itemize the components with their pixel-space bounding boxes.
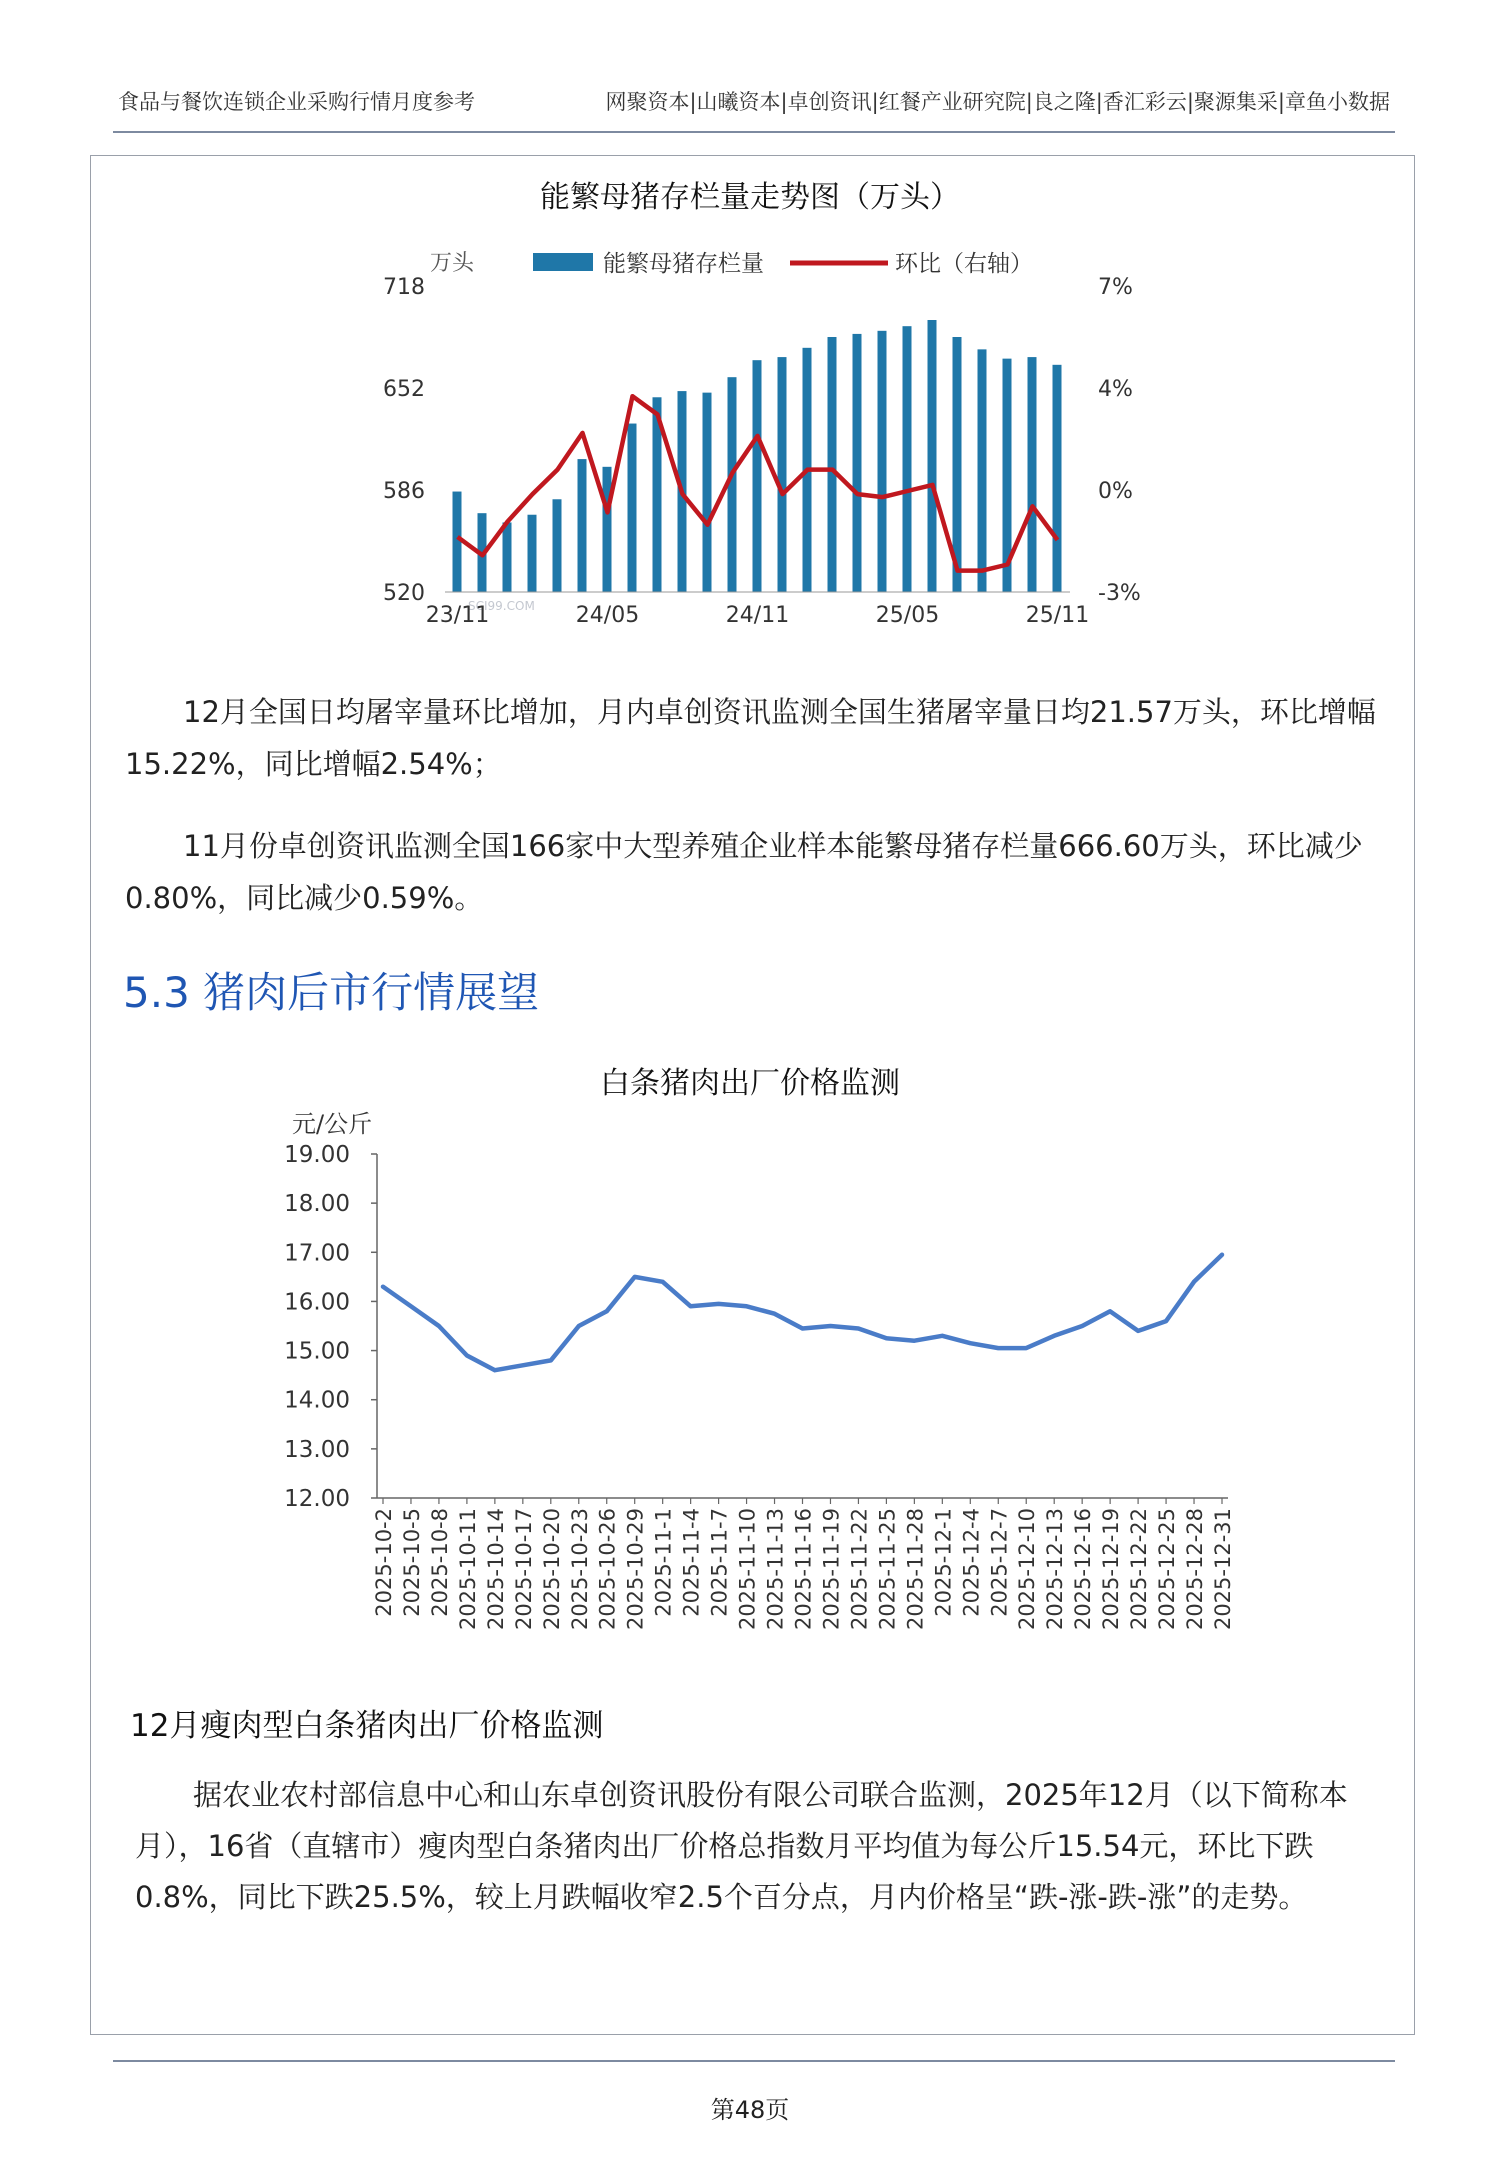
sow-inventory-bar bbox=[878, 331, 887, 592]
x-axis-tick-label: 25/05 bbox=[875, 603, 940, 628]
x-axis-tick-label: 2025-11-19 bbox=[819, 1508, 844, 1631]
x-axis-tick-label: 2025-12-10 bbox=[1015, 1508, 1040, 1631]
x-axis-tick-label: 2025-12-19 bbox=[1099, 1508, 1124, 1631]
price-data-point bbox=[773, 1312, 776, 1315]
x-axis-tick-label: 2025-12-7 bbox=[987, 1508, 1012, 1617]
price-data-point bbox=[409, 1305, 412, 1308]
x-axis-tick-label: 2025-12-16 bbox=[1071, 1508, 1096, 1631]
x-axis-tick-label: 2025-12-1 bbox=[931, 1508, 956, 1617]
sow-inventory-bar bbox=[978, 349, 987, 592]
x-axis-tick-label: 2025-12-28 bbox=[1183, 1508, 1207, 1631]
price-data-point bbox=[857, 1327, 860, 1330]
price-data-point bbox=[577, 1325, 580, 1328]
x-axis-tick-label: 2025-11-1 bbox=[651, 1508, 676, 1617]
x-axis-tick-label: 2025-11-4 bbox=[679, 1508, 704, 1617]
x-axis-tick-label: 2025-10-20 bbox=[539, 1508, 564, 1631]
price-data-point bbox=[1053, 1334, 1056, 1337]
right-axis-tick-label: 0% bbox=[1098, 479, 1133, 504]
x-axis-tick-label: 2025-12-22 bbox=[1127, 1508, 1152, 1631]
chart1-watermark: SCI99.COM bbox=[468, 599, 535, 613]
y-axis-tick-label: 19.00 bbox=[284, 1142, 350, 1168]
price-data-point bbox=[801, 1327, 804, 1330]
price-data-point bbox=[1137, 1329, 1140, 1332]
chart1-title: 能繁母猪存栏量走势图（万头） bbox=[540, 180, 960, 215]
y-axis-tick-label: 18.00 bbox=[284, 1191, 350, 1218]
section-title: 5.3 猪肉后市行情展望 bbox=[123, 968, 540, 1017]
left-axis-tick-label: 586 bbox=[383, 479, 425, 504]
x-axis-tick-label: 2025-11-10 bbox=[735, 1508, 760, 1631]
x-axis-tick-label: 2025-12-13 bbox=[1043, 1508, 1068, 1631]
sow-inventory-bar bbox=[453, 492, 462, 592]
x-axis-tick-label: 2025-10-5 bbox=[400, 1508, 424, 1617]
price-data-point bbox=[941, 1334, 944, 1337]
sow-inventory-bar bbox=[628, 424, 637, 592]
x-axis-tick-label: 2025-10-2 bbox=[372, 1508, 396, 1617]
x-axis-tick-label: 2025-10-11 bbox=[455, 1508, 480, 1631]
sow-inventory-bar bbox=[1053, 365, 1062, 592]
x-axis-tick-label: 24/05 bbox=[575, 603, 640, 628]
right-axis-tick-label: -3% bbox=[1098, 581, 1141, 606]
left-axis-tick-label: 520 bbox=[383, 581, 425, 606]
price-data-point bbox=[717, 1302, 720, 1305]
price-data-point bbox=[382, 1285, 385, 1288]
y-axis-tick-label: 12.00 bbox=[284, 1486, 350, 1512]
sow-inventory-chart bbox=[0, 240, 1500, 700]
price-data-point bbox=[549, 1359, 552, 1362]
paragraph-sow-inventory: 11月份卓创资讯监测全国166家中大型养殖企业样本能繁母猪存栏量666.60万头，环比减少0.80%，同比减少0.59%。 bbox=[125, 829, 1363, 915]
x-axis-tick-label: 2025-12-31 bbox=[1211, 1508, 1235, 1631]
price-data-point bbox=[633, 1275, 636, 1278]
header-left-title: 食品与餐饮连锁企业采购行情月度参考 bbox=[118, 90, 475, 114]
sow-inventory-bar bbox=[778, 357, 787, 592]
x-axis-tick-label: 2025-10-8 bbox=[427, 1508, 452, 1617]
x-axis-tick-label: 25/11 bbox=[1025, 603, 1090, 628]
price-data-point bbox=[521, 1364, 524, 1367]
price-data-point bbox=[465, 1354, 468, 1357]
sow-inventory-bar bbox=[853, 334, 862, 592]
x-axis-tick-label: 2025-12-4 bbox=[959, 1508, 984, 1617]
price-data-point bbox=[661, 1280, 664, 1283]
footer-rule bbox=[113, 2060, 1395, 2062]
x-axis-tick-label: 2025-10-17 bbox=[511, 1508, 536, 1631]
sow-inventory-bar bbox=[1028, 357, 1037, 592]
sow-inventory-bar bbox=[528, 515, 537, 592]
left-axis-tick-label: 718 bbox=[383, 275, 425, 300]
x-axis-tick-label: 2025-11-28 bbox=[903, 1508, 928, 1631]
x-axis-tick-label: 23/11 bbox=[425, 603, 490, 628]
y-axis-tick-label: 16.00 bbox=[284, 1289, 350, 1316]
x-axis-tick-label: 2025-11-25 bbox=[875, 1508, 900, 1631]
sow-inventory-bar bbox=[553, 499, 562, 592]
sow-inventory-bar bbox=[903, 326, 912, 592]
header-right-sources: 网聚资本|山曦资本|卓创资讯|红餐产业研究院|良之隆|香汇彩云|聚源集采|章鱼小数据 bbox=[605, 90, 1390, 114]
x-axis-tick-label: 2025-10-23 bbox=[567, 1508, 592, 1631]
legend-bar-label: 能繁母猪存栏量 bbox=[603, 251, 764, 277]
left-axis-tick-label: 652 bbox=[383, 377, 425, 402]
sow-inventory-bar bbox=[503, 522, 512, 592]
sow-inventory-bar bbox=[578, 459, 587, 592]
legend-line-label: 环比（右轴） bbox=[895, 251, 1033, 277]
y-axis-tick-label: 13.00 bbox=[284, 1436, 350, 1463]
page-number: 第48页 bbox=[710, 2096, 790, 2124]
chart2-title: 白条猪肉出厂价格监测 bbox=[600, 1066, 900, 1101]
sow-inventory-bar bbox=[603, 467, 612, 592]
x-axis-tick-label: 2025-11-16 bbox=[791, 1508, 816, 1631]
price-data-point bbox=[829, 1325, 832, 1328]
right-axis-tick-label: 7% bbox=[1098, 275, 1133, 300]
price-data-point bbox=[969, 1342, 972, 1345]
price-data-point bbox=[1221, 1253, 1224, 1256]
price-data-point bbox=[885, 1337, 888, 1340]
x-axis-tick-label: 2025-11-13 bbox=[763, 1508, 788, 1631]
x-axis-tick-label: 2025-10-26 bbox=[595, 1508, 620, 1631]
price-data-point bbox=[1109, 1310, 1112, 1313]
chart2-unit-label: 元/公斤 bbox=[292, 1110, 373, 1138]
sow-inventory-bar bbox=[828, 337, 837, 592]
y-axis-tick-label: 17.00 bbox=[284, 1240, 350, 1267]
price-data-point bbox=[1165, 1320, 1168, 1323]
x-axis-tick-label: 24/11 bbox=[725, 603, 790, 628]
sow-inventory-bar bbox=[753, 360, 762, 592]
price-data-point bbox=[1025, 1347, 1028, 1350]
y-axis-tick-label: 15.00 bbox=[284, 1338, 350, 1365]
paragraph-slaughter: 12月全国日均屠宰量环比增加，月内卓创资讯监测全国生猪屠宰量日均21.57万头，环比增幅15.22%，同比增幅2.54%； bbox=[125, 695, 1376, 781]
price-data-point bbox=[913, 1339, 916, 1342]
x-axis-tick-label: 2025-11-22 bbox=[847, 1508, 872, 1631]
price-data-point bbox=[745, 1305, 748, 1308]
price-data-point bbox=[1193, 1280, 1196, 1283]
x-axis-tick-label: 2025-11-7 bbox=[707, 1508, 732, 1617]
right-axis-tick-label: 4% bbox=[1098, 377, 1133, 402]
price-data-point bbox=[689, 1305, 692, 1308]
sow-inventory-bar bbox=[928, 320, 937, 592]
price-data-point bbox=[437, 1325, 440, 1328]
pork-price-chart bbox=[0, 1100, 1500, 1660]
sow-inventory-bar bbox=[703, 393, 712, 592]
legend-bar-swatch bbox=[533, 253, 593, 271]
paragraph-price-monitor: 据农业农村部信息中心和山东卓创资讯股份有限公司联合监测，2025年12月（以下简称本月），16省（直辖市）瘦肉型白条猪肉出厂价格总指数月平均值为每公斤15.54元，环比下跌0.8%，同比下跌25.5%，较上月跌幅收窄2.5个百分点，月内价格呈“跌-涨-跌-涨”的走势。 bbox=[135, 1778, 1348, 1914]
x-axis-tick-label: 2025-10-29 bbox=[623, 1508, 648, 1631]
price-series-line bbox=[383, 1255, 1222, 1371]
price-data-point bbox=[605, 1310, 608, 1313]
price-data-point bbox=[493, 1369, 496, 1372]
price-data-point bbox=[997, 1347, 1000, 1350]
y-axis-tick-label: 14.00 bbox=[284, 1387, 350, 1414]
price-subheading: 12月瘦肉型白条猪肉出厂价格监测 bbox=[130, 1708, 604, 1744]
chart1-unit-label: 万头 bbox=[430, 251, 475, 276]
header-rule bbox=[113, 131, 1395, 133]
x-axis-tick-label: 2025-10-14 bbox=[483, 1508, 508, 1631]
x-axis-tick-label: 2025-12-25 bbox=[1155, 1508, 1180, 1631]
price-data-point bbox=[1081, 1325, 1084, 1328]
